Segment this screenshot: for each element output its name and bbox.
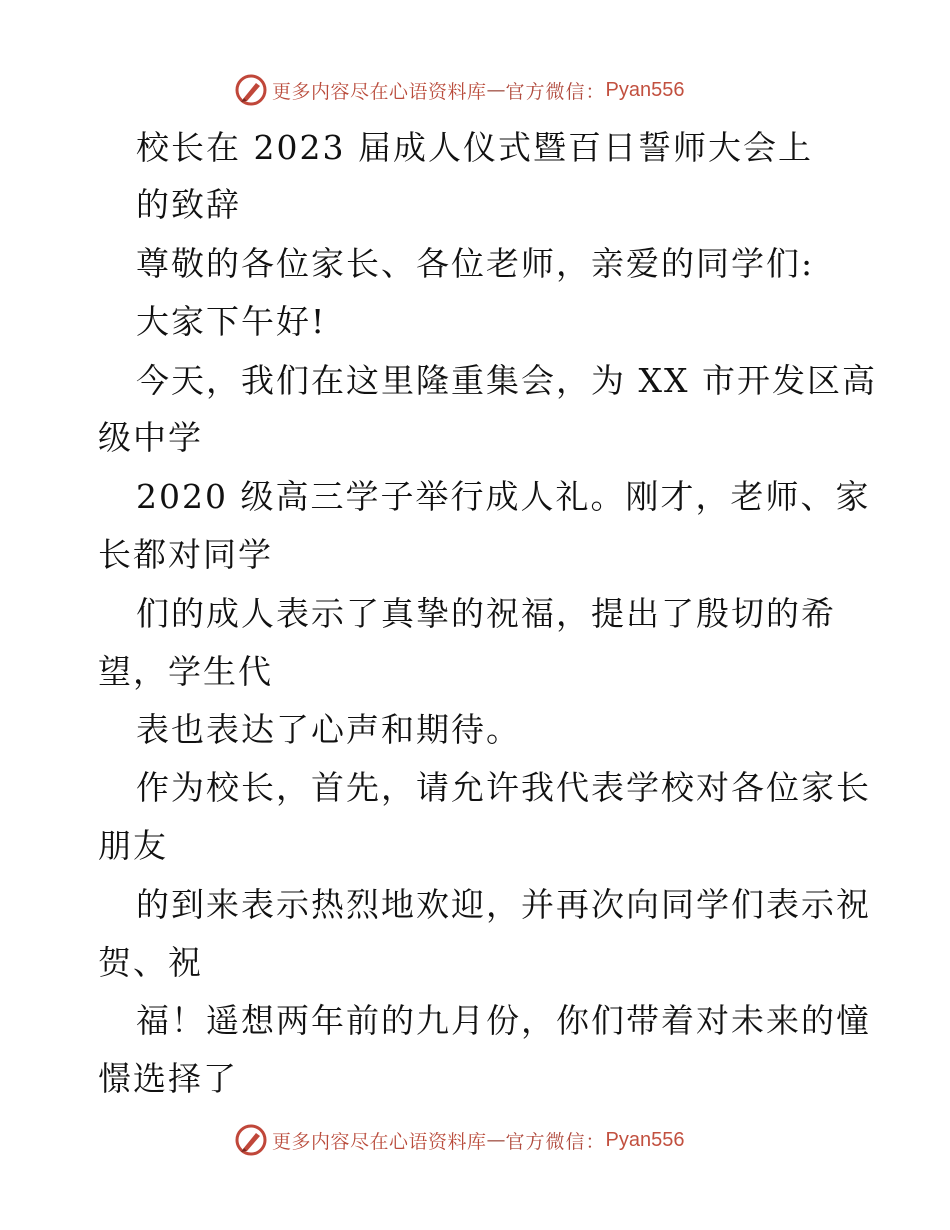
title-line-1: 校长在 2023 届成人仪式暨百日誓师大会上 [136,128,813,167]
footer-watermark [234,1122,685,1158]
text-line: 作为校长，首先，请允许我代表学校对各位家长 [136,768,871,807]
pen-logo-icon [234,1123,268,1157]
watermark-main-text: 更多内容尽在心语资料库 [272,80,487,103]
watermark-dash: — [486,79,506,101]
watermark-wechat-label: 官方微信： [505,80,606,103]
watermark-main-text: 更多内容尽在心语资料库 [272,1130,487,1153]
text-line: 憬选择了 [98,1059,238,1098]
text-line: 们的成人表示了真挚的祝福，提出了殷切的希 [136,594,836,633]
text-line: 2020 级高三学子举行成人礼。刚才，老师、家 [136,477,871,516]
text-line: 尊敬的各位家长、各位老师，亲爱的同学们: [136,244,815,283]
text-line: 福！遥想两年前的九月份，你们带着对未来的憧 [136,1001,871,1040]
text-line: 长都对同学 [98,535,273,574]
text-line: 的到来表示热烈地欢迎，并再次向同学们表示祝 [136,885,871,924]
text-line: 级中学 [98,418,203,457]
text-line: 表也表达了心声和期待。 [136,710,521,749]
watermark-wechat-id: Pyan556 [605,78,685,101]
text-line: 望，学生代 [98,652,273,691]
title-line-2: 的致辞 [136,185,241,224]
text-line: 大家下午好! [136,302,327,341]
watermark-dash: — [486,1129,506,1151]
text-line: 贺、祝 [98,943,203,982]
text-line: 今天，我们在这里隆重集会，为 XX 市开发区高 [136,361,877,400]
watermark-wechat-id: Pyan556 [605,1128,685,1151]
watermark-wechat-label: 官方微信： [505,1130,606,1153]
text-line: 朋友 [98,826,168,865]
